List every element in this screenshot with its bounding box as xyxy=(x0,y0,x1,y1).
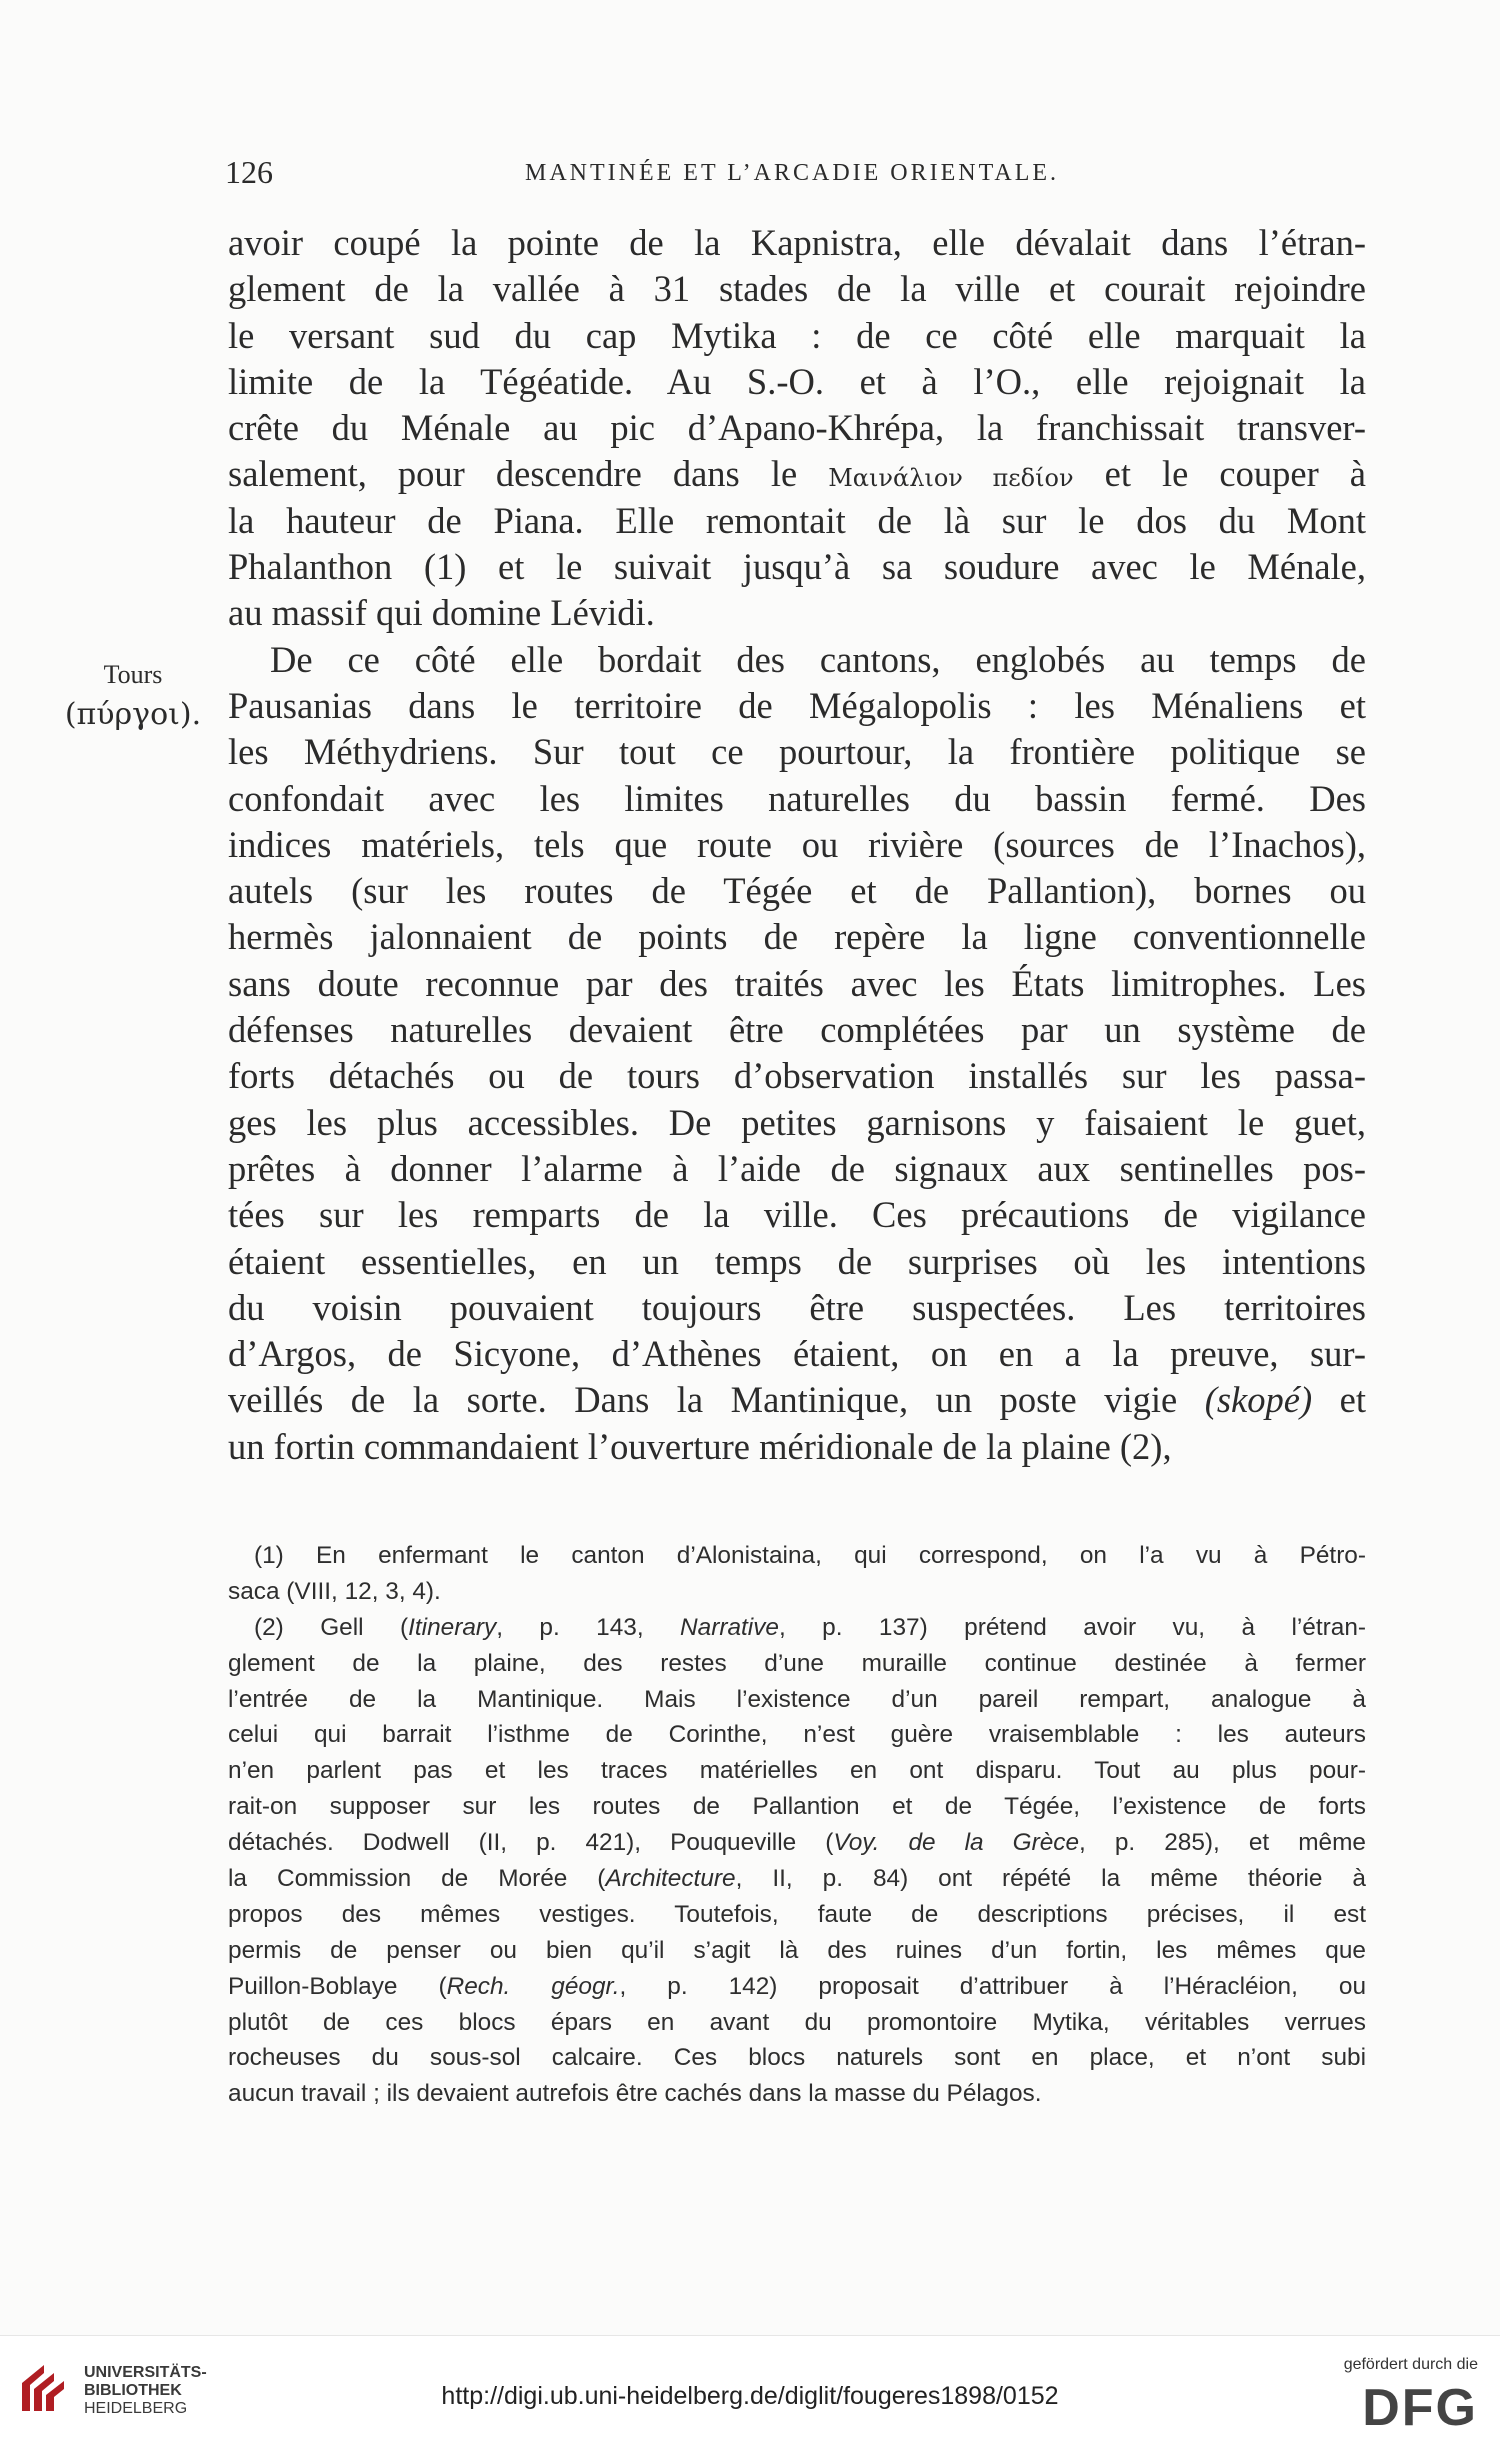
text-line: ges les plus accessibles. De petites garnisons y faisaient le guet, xyxy=(228,1101,1366,1143)
footnote-line xyxy=(228,1861,1366,1897)
page-header xyxy=(225,150,1365,194)
main-text xyxy=(228,220,1366,1470)
text-segment: et le couper à xyxy=(1073,453,1366,495)
text-segment: Puillon-Boblaye ( xyxy=(228,1972,447,2000)
italic-title: Itinerary xyxy=(408,1613,497,1641)
footnote-line: rocheuses du sous-sol calcaire. Ces blocs naturels sont en place, et n’ont subi xyxy=(228,2044,1366,2072)
page-number: 126 xyxy=(225,154,273,190)
italic-title: Narrative xyxy=(680,1613,779,1641)
text-segment: , p. 143, xyxy=(496,1613,681,1641)
footnote-line: rait-on supposer sur les routes de Pallantion et de Tégée, l’existence de forts xyxy=(228,1793,1366,1821)
library-name-line: UNIVERSITÄTS- xyxy=(84,2364,207,2381)
text-segment: veillés de la sorte. Dans la Mantinique, un poste vigie xyxy=(228,1379,1205,1421)
footnote-line: l’entrée de la Mantinique. Mais l’existence d’un pareil rempart, analogue à xyxy=(228,1685,1366,1713)
permalink-url[interactable]: http://digi.ub.uni-heidelberg.de/diglit/fougeres1898/0152 xyxy=(441,2382,1059,2410)
greek-phrase: Μαινάλιον πεδίον xyxy=(828,464,1074,493)
footnote-line: permis de penser ou bien qu’il s’agit là des ruines d’un fortin, les mêmes que xyxy=(228,1936,1366,1964)
running-title: MANTINÉE ET L’ARCADIE ORIENTALE. xyxy=(525,160,1060,186)
footnote-line: celui qui barrait l’isthme de Corinthe, n’est guère vraisemblable : les auteurs xyxy=(228,1721,1366,1749)
text-line: indices matériels, tels que route ou rivière (sources de l’Inachos), xyxy=(228,823,1366,865)
italic-title: Voy. de la Grèce xyxy=(833,1829,1080,1857)
margin-note-label: Tours xyxy=(103,660,163,689)
viewer-footer xyxy=(0,2335,1500,2441)
text-segment: et xyxy=(1312,1379,1366,1421)
footnote-line: n’en parlent pas et les traces matérielles en ont disparu. Tout au plus pour- xyxy=(228,1757,1366,1785)
text-segment: , p. 142) proposait d’attribuer à l’Héracléion, ou xyxy=(619,1972,1367,2000)
italic-title: Rech. géogr. xyxy=(446,1972,620,2000)
text-line: limite de la Tégéatide. Au S.-O. et à l’O., elle rejoignait la xyxy=(228,360,1366,402)
text-line: d’Argos, de Sicyone, d’Athènes étaient, on en a la preuve, sur- xyxy=(228,1333,1366,1375)
italic-title: Architecture xyxy=(605,1865,736,1893)
text-segment: , p. 137) prétend avoir vu, à l’étran- xyxy=(779,1613,1367,1641)
text-line: prêtes à donner l’alarme à l’aide de signaux aux sentinelles pos- xyxy=(228,1147,1366,1189)
margin-note xyxy=(58,655,208,735)
footnote-line: glement de la plaine, des restes d’une muraille continue destinée à fermer xyxy=(228,1649,1366,1677)
text-line: un fortin commandaient l’ouverture méridionale de la plaine (2), xyxy=(228,1425,1172,1467)
text-line: crête du Ménale au pic d’Apano-Khrépa, la franchissait transver- xyxy=(228,407,1366,449)
footnote-line: aucun travail ; ils devaient autrefois être cachés dans la masse du Pélagos. xyxy=(228,2080,1042,2108)
text-line: étaient essentielles, en un temps de surprises où les intentions xyxy=(228,1240,1366,1282)
footnotes xyxy=(228,1538,1366,2112)
footnote-line: (1) En enfermant le canton d’Alonistaina, qui correspond, on l’a vu à Pétro- xyxy=(254,1542,1366,1569)
library-name xyxy=(84,2364,207,2418)
text-line: avoir coupé la pointe de la Kapnistra, elle dévalait dans l’étran- xyxy=(228,222,1366,263)
university-library-logo-icon xyxy=(14,2361,72,2419)
margin-note-greek: (πύργοι). xyxy=(64,697,202,732)
library-name-line: HEIDELBERG xyxy=(84,2400,188,2417)
dfg-logo: DFG xyxy=(1362,2379,1478,2437)
text-line xyxy=(228,1377,1366,1423)
text-segment: (2) Gell ( xyxy=(254,1613,409,1641)
text-line: glement de la vallée à 31 stades de la ville et courait rejoindre xyxy=(228,268,1366,310)
text-segment: la Commission de Morée ( xyxy=(228,1865,606,1893)
text-line: De ce côté elle bordait des cantons, englobés au temps de xyxy=(270,638,1366,680)
text-segment: , p. 285), et même xyxy=(1079,1829,1366,1857)
text-line: au massif qui domine Lévidi. xyxy=(228,592,655,634)
footnote-line xyxy=(228,1610,1366,1646)
text-line: Pausanias dans le territoire de Mégalopolis : les Ménaliens et xyxy=(228,684,1366,726)
text-line: hermès jalonnaient de points de repère la ligne conventionnelle xyxy=(228,916,1366,958)
text-segment: détachés. Dodwell (II, p. 421), Pouqueville ( xyxy=(228,1829,834,1857)
text-segment: salement, pour descendre dans le xyxy=(228,453,829,495)
text-line: la hauteur de Piana. Elle remontait de là sur le dos du Mont xyxy=(228,499,1366,541)
text-segment: , II, p. 84) ont répété la même théorie à xyxy=(735,1865,1366,1893)
text-line: sans doute reconnue par des traités avec les États limitrophes. Les xyxy=(228,962,1366,1004)
text-line: autels (sur les routes de Tégée et de Pallantion), bornes ou xyxy=(228,870,1366,912)
text-line: les Méthydriens. Sur tout ce pourtour, la frontière politique se xyxy=(228,731,1366,773)
text-line: le versant sud du cap Mytika : de ce côté elle marquait la xyxy=(228,314,1366,356)
library-name-line: BIBLIOTHEK xyxy=(84,2382,182,2399)
footnote-line: plutôt de ces blocs épars en avant du promontoire Mytika, véritables verrues xyxy=(228,2008,1366,2036)
footnote-line xyxy=(228,1825,1366,1861)
text-line: du voisin pouvaient toujours être suspectées. Les territoires xyxy=(228,1286,1366,1328)
footnote-line: propos des mêmes vestiges. Toutefois, faute de descriptions précises, il est xyxy=(228,1900,1366,1928)
text-line xyxy=(228,451,1366,497)
text-line: défenses naturelles devaient être complétées par un système de xyxy=(228,1009,1366,1051)
text-line: forts détachés ou de tours d’observation installés sur les passa- xyxy=(228,1055,1366,1097)
footnote-line: saca (VIII, 12, 3, 4). xyxy=(228,1577,441,1605)
text-line: tées sur les remparts de la ville. Ces précautions de vigilance xyxy=(228,1194,1366,1236)
footnote-line xyxy=(228,1969,1366,2005)
funded-by-label: gefördert durch die xyxy=(1343,2356,1478,2373)
italic-term: (skopé) xyxy=(1204,1379,1313,1421)
text-line: Phalanthon (1) et le suivait jusqu’à sa soudure avec le Ménale, xyxy=(228,546,1366,588)
text-line: confondait avec les limites naturelles du bassin fermé. Des xyxy=(228,777,1366,819)
